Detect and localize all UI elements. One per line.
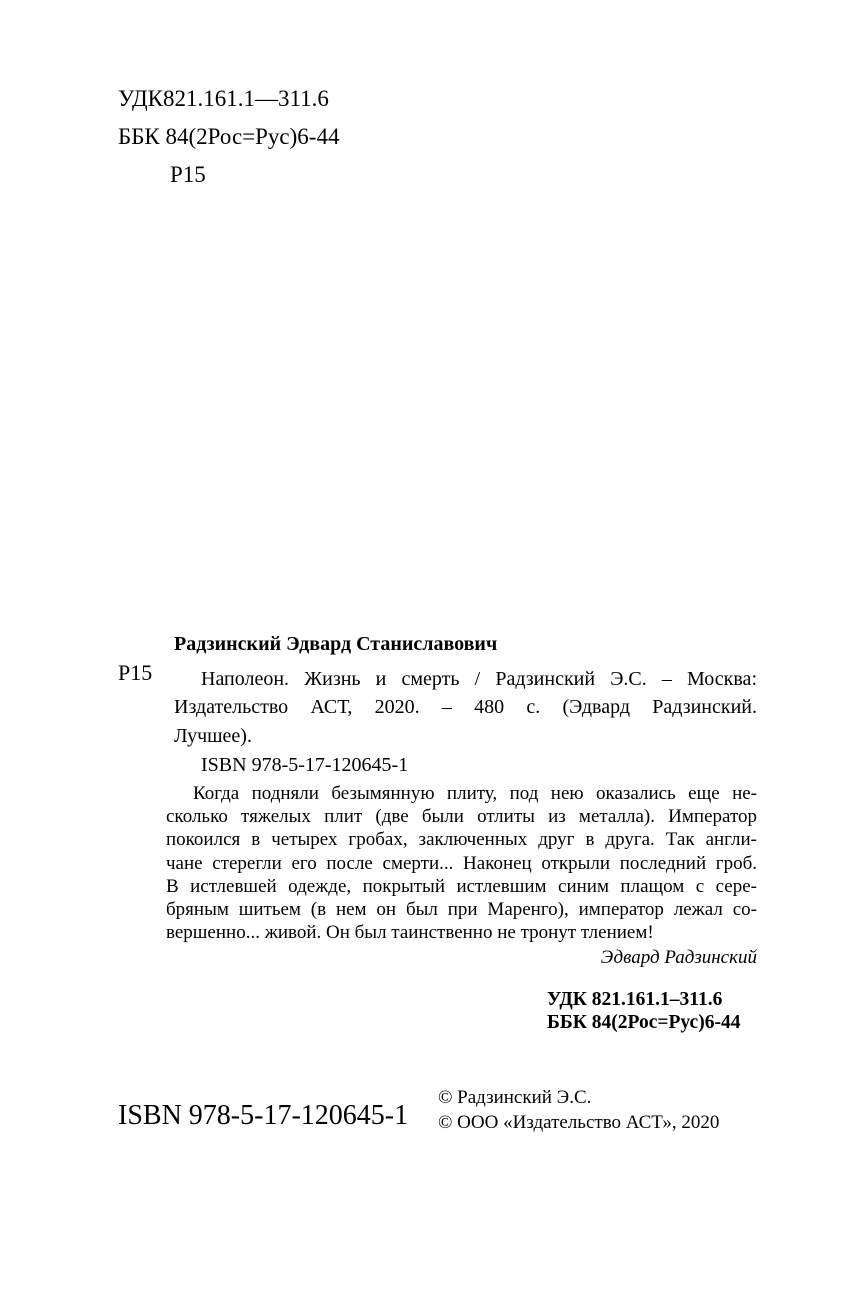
bottom-cataloging-codes (547, 988, 740, 1034)
udc-code-top: УДК821.161.1—311.6 (118, 86, 329, 111)
catalog-card (174, 630, 757, 780)
copyright-line: © ООО «Издательство АСТ», 2020 (438, 1111, 720, 1133)
author-heading: Радзинский Эдвард Станиславович (174, 633, 498, 655)
copyright-line: © Радзинский Э.С. (438, 1087, 592, 1108)
bibliographic-line: Наполеон. Жизнь и смерть / Радзинский Э.С. – Москва: (201, 667, 757, 690)
annotation-signature: Эдвард Радзинский (600, 947, 757, 969)
annotation-line: вершенно... живой. Он был таинственно не тронут тлением! (166, 922, 654, 944)
isbn-card-line: ISBN 978-5-17-120645-1 (201, 754, 409, 776)
isbn-footer: ISBN 978-5-17-120645-1 (118, 1100, 409, 1131)
top-cataloging-codes (118, 80, 339, 194)
udc-code-bottom: УДК 821.161.1–311.6 (547, 989, 723, 1010)
annotation-line: Когда подняли безымянную плиту, под нею оказались еще не- (193, 783, 757, 804)
annotation-line: чане стерегли его после смерти... Наконец открыли последний гроб. (166, 852, 757, 874)
bibliographic-line: Издательство АСТ, 2020. – 480 с. (Эдвард Радзинский. (174, 696, 757, 718)
annotation-line: В истлевшей одежде, покрытый истлевшим синим плащом с сере- (166, 875, 757, 897)
annotation-line: покоился в четырех гробах, заключенных друг в друга. Так англи- (166, 829, 757, 851)
bibliographic-line: Лучшее). (174, 724, 252, 747)
bbk-code-bottom: ББК 84(2Рос=Рус)6-44 (547, 1012, 741, 1033)
copyright-block (438, 1086, 719, 1135)
author-sign-code-margin: Р15 (118, 660, 153, 685)
annotation-line: сколько тяжелых плит (две были отлиты из металла). Император (166, 806, 757, 828)
annotation-block (166, 782, 757, 970)
bbk-code-top: ББК 84(2Рос=Рус)6-44 (118, 124, 340, 149)
author-sign-code-top: Р15 (170, 162, 206, 187)
annotation-line: бряным шитьем (в нем он был при Маренго), император лежал со- (166, 899, 757, 921)
